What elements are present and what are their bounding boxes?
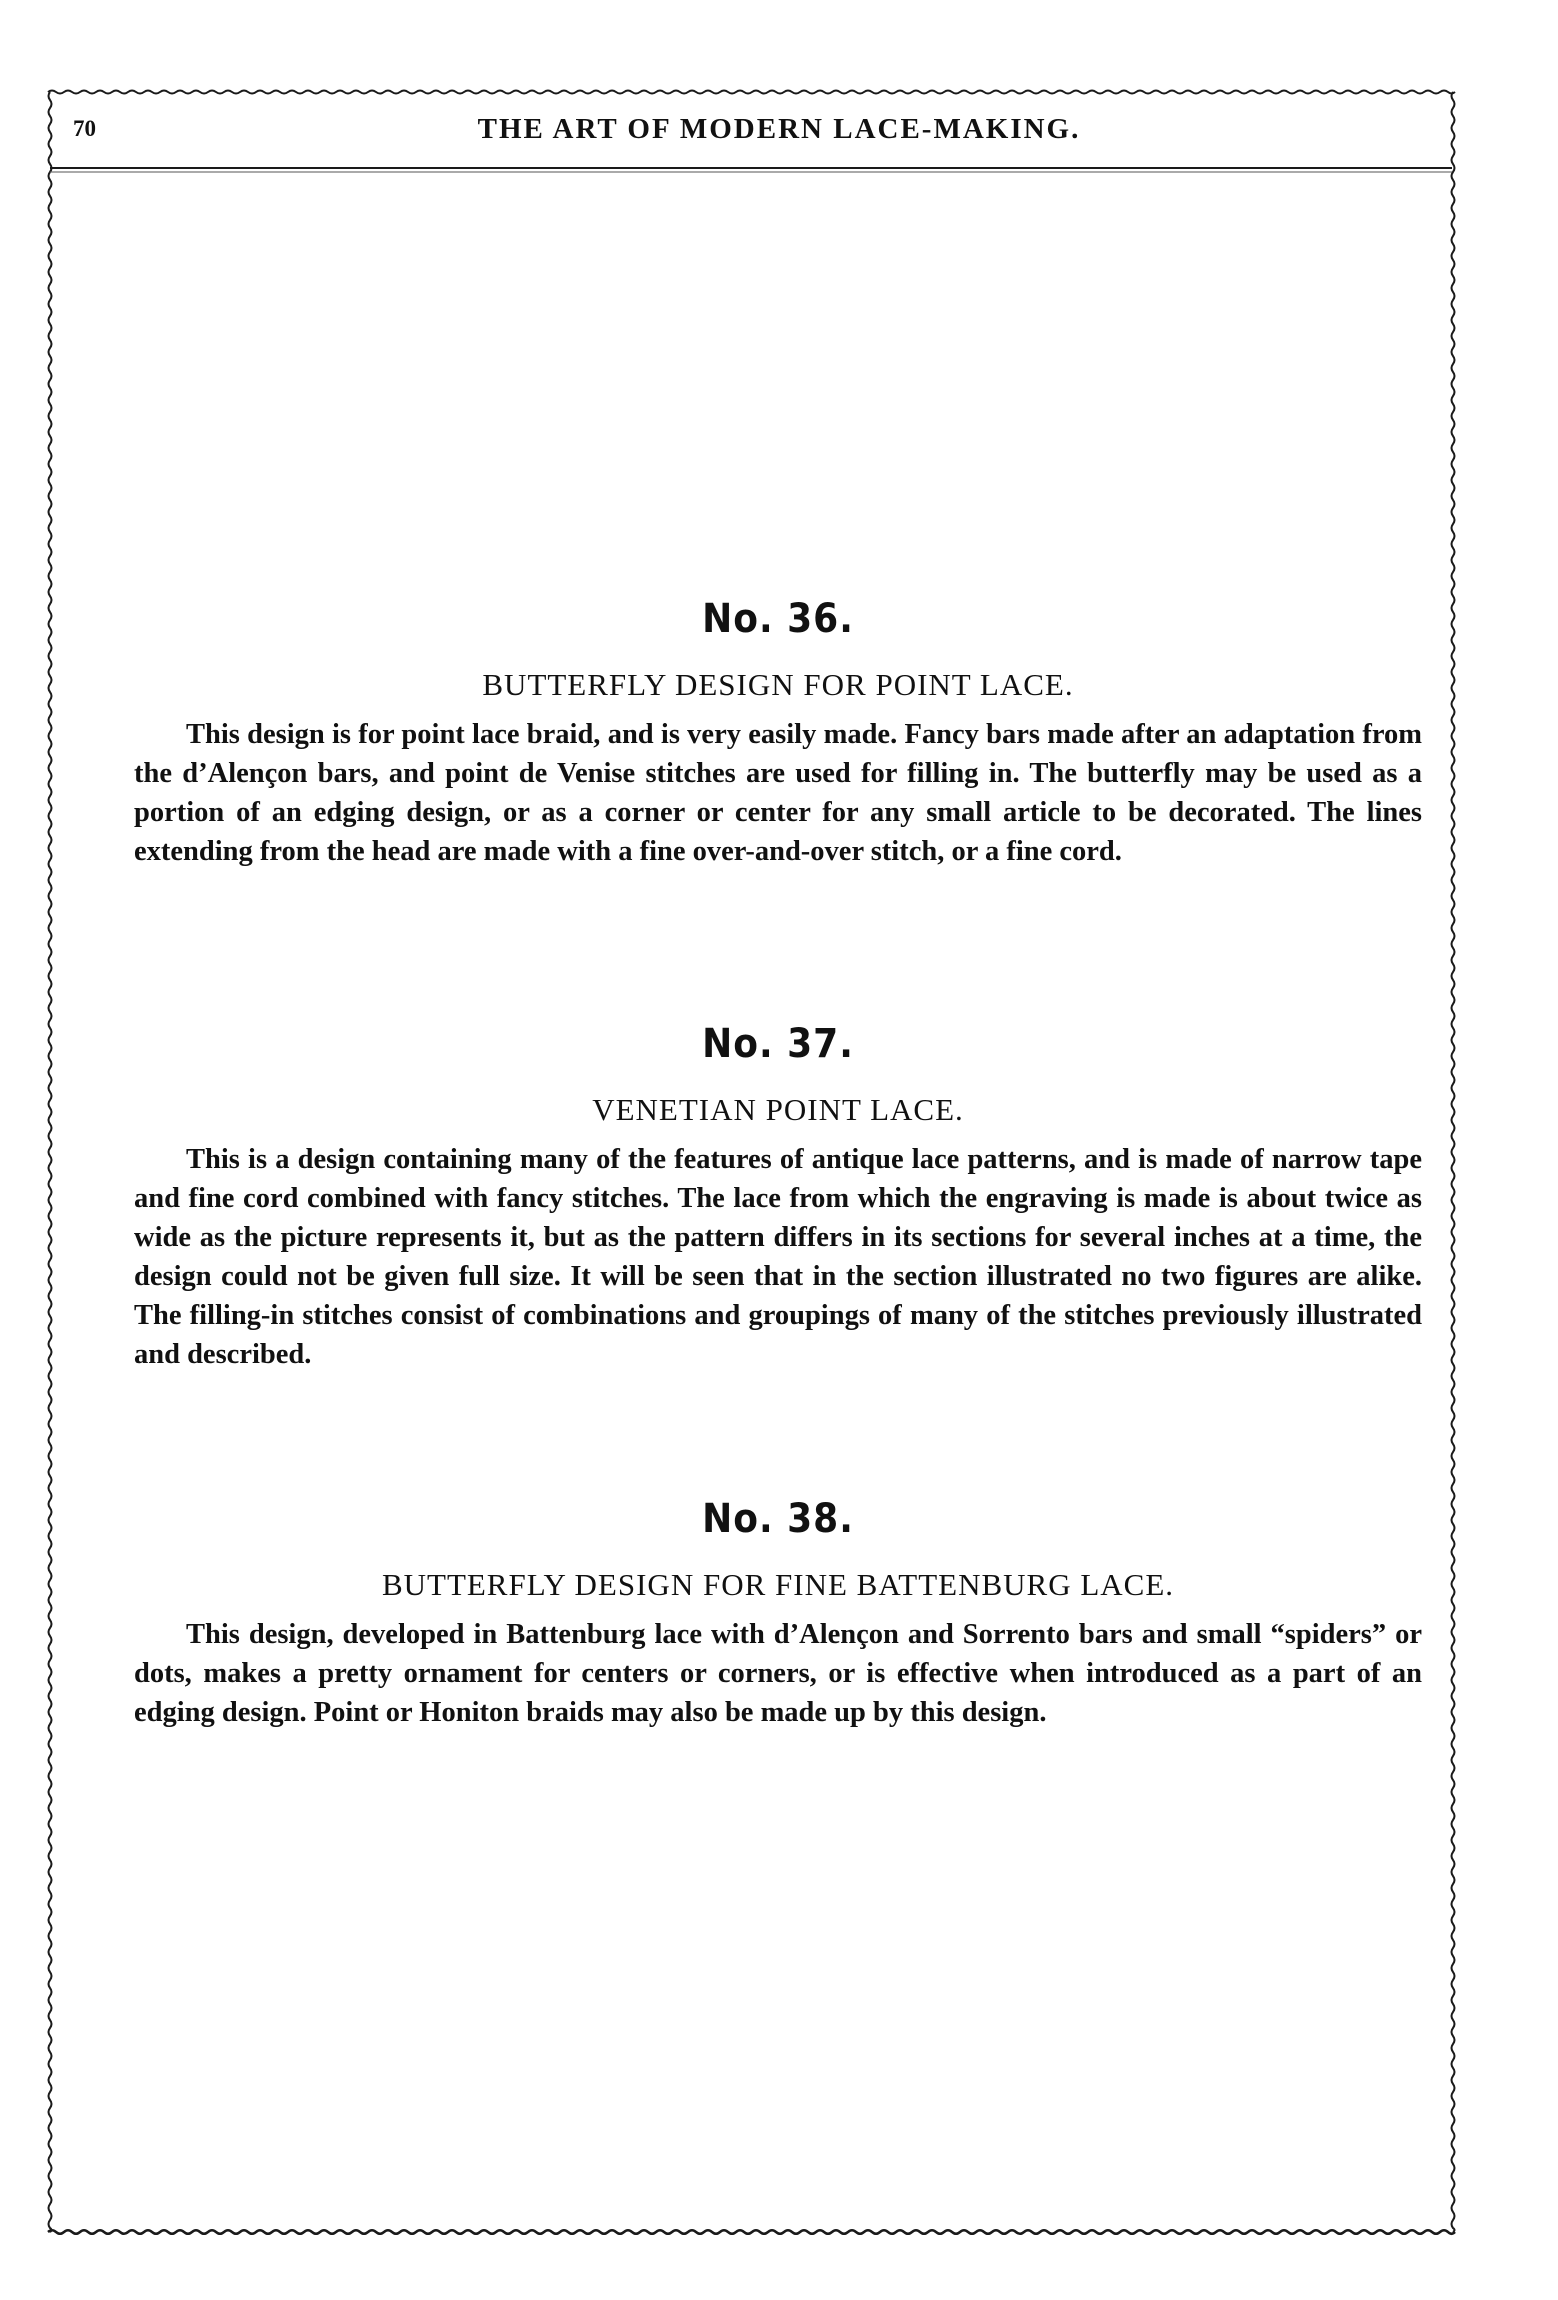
section-36 (134, 595, 1422, 871)
border-right (1452, 92, 1455, 2232)
section-title: VENETIAN POINT LACE. (592, 1092, 964, 1127)
section-38 (134, 1495, 1422, 1732)
border-top (48, 91, 1455, 94)
section-title: BUTTERFLY DESIGN FOR FINE BATTENBURG LACE. (381, 1567, 1175, 1602)
section-body: This design, developed in Battenburg lace with d’Alençon and Sorrento bars and small “spiders” or dots, makes a pretty ornament for centers or corners, or is effective when introduced as a part of an edging design. Point or Honiton braids may also be made up by this design. (134, 1619, 1422, 1728)
border-bottom (48, 2230, 1455, 2234)
border-left (49, 92, 52, 2232)
section-37 (134, 1020, 1422, 1374)
section-number: No. 38. (702, 1496, 854, 1542)
section-title: BUTTERFLY DESIGN FOR POINT LACE. (482, 667, 1074, 702)
section-number: No. 36. (702, 596, 854, 642)
section-number: No. 37. (702, 1021, 854, 1067)
page-number: 70 (73, 116, 96, 141)
section-body: This is a design containing many of the features of antique lace patterns, and is made of narrow tape and fine cord combined with fancy stitches. The lace from which the engraving is made is about twice as wide as the picture represents it, but as the pattern differs in its sections for several inches at a time, the design could not be given full size. It will be seen that in the section illustrated no two figures are alike. The filling-in stitches consist of combinations and groupings of many of the stitches previously illustrated and described. (134, 1144, 1422, 1370)
section-body: This design is for point lace braid, and is very easily made. Fancy bars made after an adaptation from the d’Alençon bars, and point de Venise stitches are used for filling in. The butterfly may be used as a portion of an edging design, or as a corner or center for any small article to be decorated. The lines extending from the head are made with a fine over-and-over stitch, or a fine cord. (134, 719, 1422, 867)
running-head: THE ART OF MODERN LACE-MAKING. (477, 113, 1081, 145)
